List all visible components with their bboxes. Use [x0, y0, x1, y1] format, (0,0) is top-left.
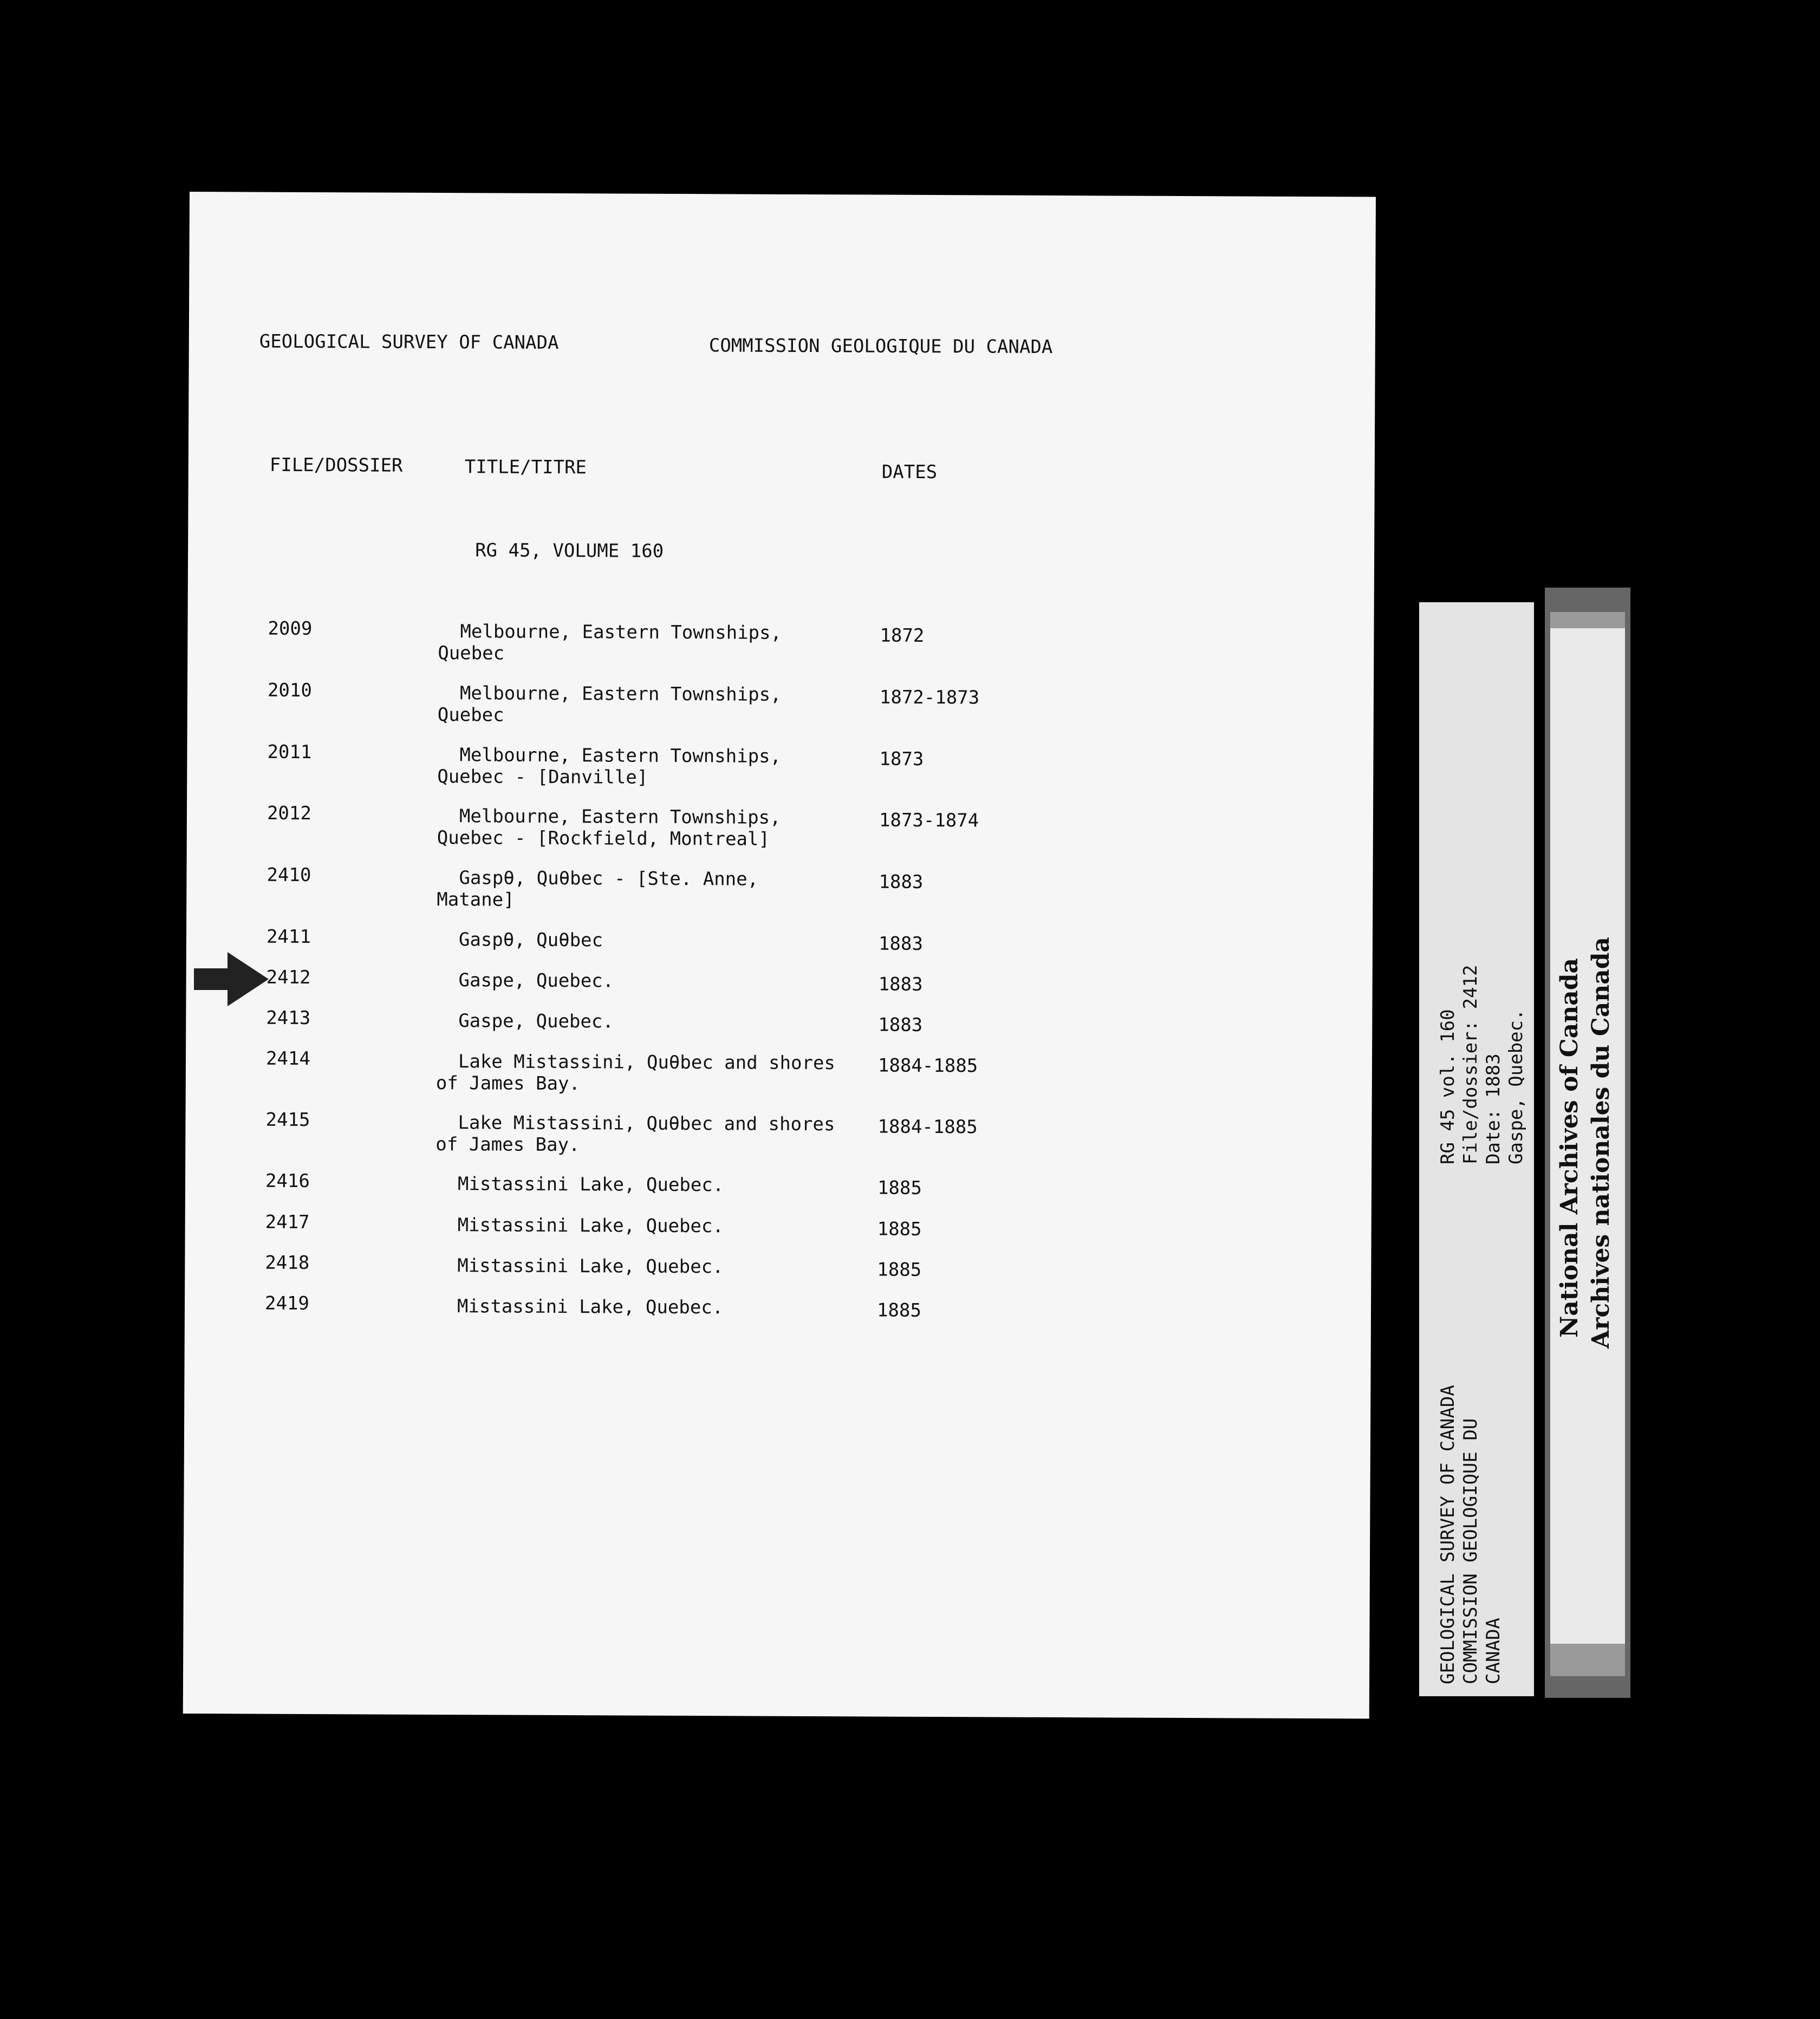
row-dates: 1884-1885 — [877, 1116, 978, 1138]
row-file-number: 2012 — [266, 802, 311, 824]
row-title: Mistassini Lake, Quebec. — [435, 1214, 724, 1238]
row-title: Melbourne, Eastern Townships, Quebec — [438, 621, 782, 665]
arrow-pointer-icon — [194, 952, 269, 1006]
row-dates: 1885 — [877, 1177, 922, 1199]
row-dates: 1885 — [877, 1218, 922, 1240]
stamp-bottom-band — [1550, 1644, 1625, 1676]
row-dates: 1873-1874 — [879, 809, 979, 832]
label-org-1: GEOLOGICAL SURVEY OF CANADA — [1437, 1385, 1459, 1684]
row-title: Mistassini Lake, Quebec. — [435, 1254, 724, 1278]
row-title: Melbourne, Eastern Townships, Quebec - [Rockfield, Montreal] — [437, 805, 781, 850]
row-file-number: 2410 — [266, 864, 311, 886]
row-file-number: 2418 — [265, 1252, 310, 1274]
row-file-number: 2413 — [266, 1007, 311, 1029]
label-org-2: COMMISSION GEOLOGIQUE DU — [1460, 1418, 1481, 1684]
row-dates: 1883 — [878, 1014, 923, 1036]
row-title: Melbourne, Eastern Townships, Quebec - [Danville] — [437, 744, 782, 789]
row-file-number: 2419 — [264, 1292, 310, 1314]
column-header-file: FILE/DOSSIER — [269, 454, 403, 477]
row-dates: 1872 — [880, 624, 925, 647]
row-dates: 1883 — [878, 973, 923, 995]
row-title: Mistassini Lake, Quebec. — [435, 1173, 724, 1196]
row-file-number: 2417 — [265, 1211, 310, 1233]
row-file-number: 2416 — [265, 1170, 310, 1192]
row-title: Lake Mistassini, Quθbec and shores of James Bay. — [435, 1051, 835, 1095]
label-org-3: CANADA — [1483, 1618, 1504, 1684]
label-line-2: File/dossier: 2412 — [1460, 965, 1481, 1164]
row-title: Mistassini Lake, Quebec. — [434, 1295, 724, 1319]
row-title: Gaspe, Quebec. — [436, 969, 614, 992]
label-line-4: Gaspe, Quebec. — [1505, 1009, 1527, 1164]
row-dates: 1885 — [877, 1259, 922, 1281]
stamp-line-1: National Archives of Canada — [1556, 958, 1583, 1338]
row-file-number: 2009 — [268, 617, 313, 640]
header-right: COMMISSION GEOLOGIQUE DU CANADA — [708, 335, 1053, 358]
row-title: Gaspe, Quebec. — [436, 1010, 614, 1033]
row-dates: 1883 — [879, 871, 924, 893]
stamp-line-2: Archives nationales du Canada — [1587, 936, 1615, 1349]
row-file-number: 2011 — [267, 741, 312, 763]
row-dates: 1884-1885 — [877, 1054, 978, 1077]
row-file-number: 2411 — [266, 926, 311, 948]
column-header-title: TITLE/TITRE — [464, 456, 587, 479]
row-dates: 1873 — [879, 748, 924, 770]
row-title: Gaspθ, Quθbec — [436, 929, 603, 952]
row-file-number: 2412 — [266, 966, 311, 988]
row-file-number: 2010 — [267, 679, 312, 701]
volume-label: RG 45, VOLUME 160 — [475, 539, 664, 562]
document-page — [183, 192, 1376, 1719]
row-title: Melbourne, Eastern Townships, Quebec — [437, 682, 782, 726]
row-dates: 1872-1873 — [879, 686, 980, 709]
column-header-dates: DATES — [881, 461, 938, 484]
row-title: Lake Mistassini, Quθbec and shores of James Bay. — [435, 1111, 835, 1156]
row-file-number: 2415 — [265, 1109, 310, 1131]
row-file-number: 2414 — [265, 1047, 310, 1070]
row-title: Gaspθ, Quθbec - [Ste. Anne, Matane] — [437, 867, 759, 911]
label-line-3: Date: 1883 — [1483, 1053, 1504, 1164]
header-left: GEOLOGICAL SURVEY OF CANADA — [259, 330, 559, 354]
row-dates: 1883 — [878, 933, 923, 955]
row-dates: 1885 — [876, 1299, 921, 1321]
label-line-1: RG 45 vol. 160 — [1437, 1009, 1459, 1164]
